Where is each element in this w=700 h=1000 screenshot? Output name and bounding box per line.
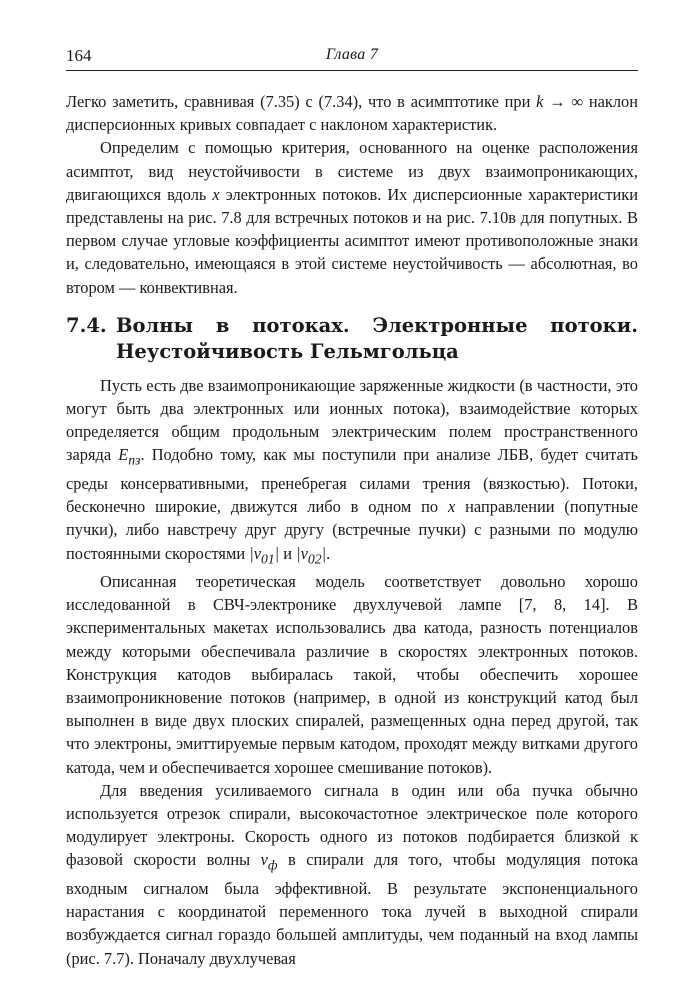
paragraph: Определим с помощью критерия, основанного на оценке расположения асимптот, вид неустойчивости в системе из двух взаимопроникающих, двигающихся вдоль x электронных потоков. Их дисперсионные характеристики представлены на рис. 7.8 для встречных потоков и на рис. 7.10в для попутных. В первом случае угловые коэффициенты асимптот имеют противоположные знаки и, следовательно, имеющаяся в этой системе неустойчивость — абсолютная, во втором — конвективная.: [66, 138, 638, 297]
math-variable: $E_{пз}$: [118, 445, 141, 468]
math-expression: $|v_{01}|$: [249, 543, 280, 566]
page-number: 164: [66, 46, 92, 65]
running-head-chapter: Глава 7: [325, 46, 379, 63]
paragraph: Легко заметить, сравнивая (7.35) с (7.34), что в асимптотике при k → ∞ наклон дисперсионных кривых совпадает с наклоном характеристик.: [66, 92, 639, 135]
math-expression: k → ∞: [536, 92, 584, 111]
page-header: [66, 44, 638, 71]
math-variable: x: [448, 497, 456, 517]
paragraph: Для введения усиливаемого сигнала в один или оба пучка обычно используется отрезок спирали, высокочастотное электрическое поле которого модулирует электроны. Скорость одного из потоков подбирается близкой к фазовой скорости волны $v_ф$ в спирали для того, чтобы модуляция потока входным сигналом была эффективной. В результате экспоненциального нарастания с координатой переменного тока лучей в выходной спирали возбуждается сигнал гораздо большей амплитуды, чем поданный на вход лампы (рис. 7.7). Поначалу двухлучевая: [66, 780, 638, 968]
math-variable: $v_ф$: [260, 850, 278, 873]
body-text: [66, 90, 638, 970]
section-heading: [66, 313, 638, 365]
paragraph: Описанная теоретическая модель соответствует довольно хорошо исследованной в СВЧ-электронике двухлучевой лампе [7, 8, 14]. В экспериментальных макетах использовались два катода, разность потенциалов между которыми обеспечивала различие в скоростях электронных потоков. Конструкция катодов выбиралась такой, чтобы обеспечить хорошее взаимопроникновение потоков (например, в одной из конструкций катод был выполнен в виде двух плоских спиралей, размещенных одна перед другой, так что электроны, эмиттируемые первым катодом, проходят между витками другого катода, чем и обеспечивается хорошее смешивание потоков).: [66, 572, 638, 777]
math-expression: $|v_{02}|$: [296, 543, 327, 566]
section-title: Волны в потоках. Электронные потоки. Неустойчивость Гельмгольца: [116, 313, 638, 363]
paragraph: Пусть есть две взаимопроникающие заряженные жидкости (в частности, это могут быть два электронных или ионных потока), взаимодействие которых определяется общим продольным электрическим полем пространственного заряда $E_{пз}$. Подобно тому, как мы поступили при анализе ЛБВ, будет считать среды консервативными, пренебрегая силами трения (вязкостью). Потоки, бесконечно широкие, движутся либо в одном по x направлении (попутные пучки), либо навстречу друг другу (встречные пучки) с разными по модулю постоянными скоростями $|v_{01}|$ и $|v_{02}|$.: [66, 375, 638, 566]
section-number: 7.4.: [66, 313, 107, 337]
math-variable: x: [212, 184, 220, 204]
